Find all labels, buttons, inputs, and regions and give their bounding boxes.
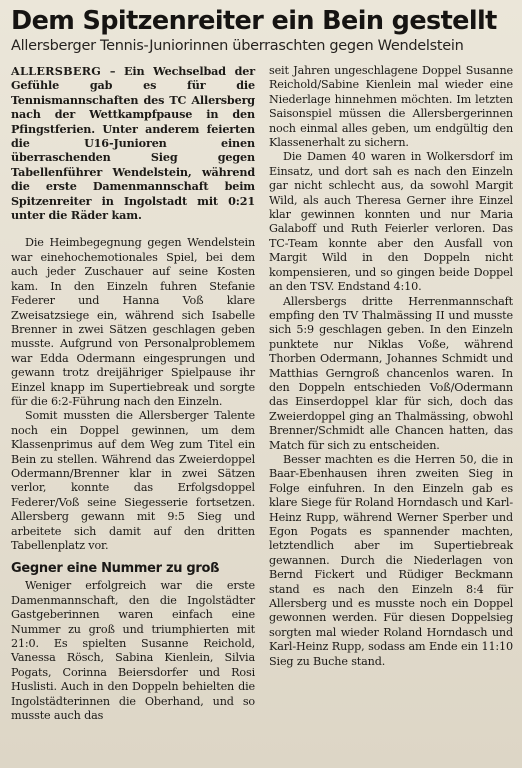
body-paragraph: Somit mussten die Allersberger Talente noch ein Doppel gewinnen, um dem Klassenprimus auf dem Weg zum Titel ein Bein zu stellen. Während das Zweierdoppel Odermann/Brenner klar in zwei Sätzen verlor, konnte das Erfolgsdoppel Federer/Voß seine Siegesserie fortsetzen. Allersberg gewann mit 9:5 Sieg und arbeitete sich damit auf den dritten Tabellenplatz vor. — [11, 409, 255, 552]
body-paragraph: Weniger erfolgreich war die erste Damenmannschaft, den die Ingolstädter Gastgeberinnen waren einfach eine Nummer zu groß und triumphierten mit 21:0. Es spielten Susanne Reichold, Vanessa Rösch, Sabina Kienlein, Silvia Pogats, Corinna Beiersdorfer und Rosi Huslisti. Auch in den Doppeln behielten die Ingolstädterinnen die Oberhand, und so musste auch das — [11, 579, 255, 723]
section-heading: Gegner eine Nummer zu groß — [11, 561, 220, 577]
body-paragraph: Allersbergs dritte Herrenmannschaft empfing den TV Thalmässing II und musste sich 5:9 geschlagen geben. In den Einzeln punktete nur Niklas Voße, während Thorben Odermann, Johannes Schmidt und Matthias Gerngroß chancenlos waren. In den Doppeln entschieden Voß/Odermann das Einserdoppel klar für sich, doch das Zweierdoppel ging an Thalmässing, obwohl Brenner/Schmidt alle Chancen hatten, das Match für sich zu entscheiden. — [269, 294, 513, 452]
headline: Dem Spitzenreiter ein Bein gestellt — [11, 6, 497, 36]
article-columns — [11, 64, 513, 723]
column-left — [11, 64, 255, 723]
body-paragraph: Besser machten es die Herren 50, die in Baar-Ebenhausen ihren zweiten Sieg in Folge einfuhren. In den Einzeln gab es klare Siege für Roland Horndasch und Karl-Heinz Rupp, während Werner Sperber und Egon Pogats es spannender machten, letztendlich aber im Supertiebreak gewannen. Durch die Niederlagen von Bernd Fickert und Rüdiger Beckmann stand es nach den Einzeln 8:4 für Allersberg und es musste noch ein Doppel gewonnen werden. Für diesen Doppelsieg sorgten mal wieder Roland Horndasch und Karl-Heinz Rupp, sodass am Ende ein 11:10 Sieg zu Buche stand. — [269, 452, 513, 668]
body-paragraph: Die Damen 40 waren in Wolkersdorf im Einsatz, und dort sah es nach den Einzeln gar nicht schlecht aus, da sowohl Margit Wild, als auch Theresa Gerner ihre Einzel klar gewinnen konnten und nur Maria Galaboff und Ruth Feierler verloren. Das TC-Team konnte aber den Ausfall von Margit Wild in den Doppeln nicht kompensieren, und so gingen beide Doppel an den TSV. Endstand 4:10. — [269, 150, 513, 294]
column-right — [269, 64, 513, 723]
body-paragraph-continued: seit Jahren ungeschlagene Doppel Susanne Reichold/Sabine Kienlein mal wieder eine Niederlage hinnehmen möchten. Im letzten Saisonspiel müssen die Allersbergerinnen noch einmal alles geben, um endgültig den Klassenerhalt zu sichern. — [269, 64, 513, 150]
lead-text: – Ein Wechselbad der Gefühle gab es für die Tennismannschaften des TC Allersberg nach der Wettkampfpause in den Pfingstferien. Unter anderem feierten die U16-Junioren einen überraschenden Sieg gegen Tabellenführer Wendelstein, während die erste Damenmannschaft beim Spitzenreiter in Ingolstadt mit 0:21 unter die Räder kam. — [11, 64, 255, 223]
dateline: ALLERSBERG — [11, 64, 102, 78]
body-paragraph: Die Heimbegegnung gegen Wendelstein war einehochemotionales Spiel, bei dem auch jeder Zuschauer auf seine Kosten kam. In den Einzeln fuhren Stefanie Federer und Hanna Voß klare Zweisatzsiege ein, während sich Isabelle Brenner in zwei Sätzen geschlagen geben musste. Aufgrund von Personalproblemem war Edda Odermann eingesprungen und gewann trotz dreijähriger Spielpause ihr Einzel knapp im Supertiebreak und sorgte für die 6:2-Führung nach den Einzeln. — [11, 236, 255, 408]
subheadline: Allersberger Tennis-Juniorinnen überraschten gegen Wendelstein — [11, 38, 464, 54]
lead-paragraph — [11, 64, 255, 222]
